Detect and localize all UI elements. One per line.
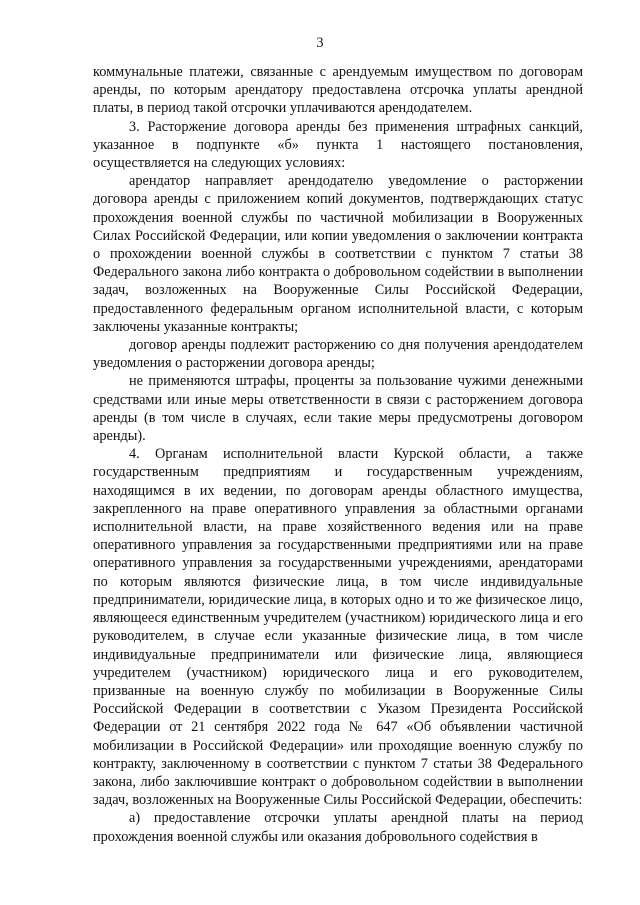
document-body [93, 63, 583, 846]
paragraph-clause-3: 3. Расторжение договора аренды без применения штрафных санкций, указанное в подпункте «б» пункта 1 настоящего постановления, осуществляется на следующих условиях: [93, 118, 583, 172]
paragraph-notice-condition: арендатор направляет арендодателю уведомление о расторжении договора аренды с приложением копий документов, подтверждающих статус прохождения военной службы по частичной мобилизации в Вооруженных Силах Российской Федерации, или копии уведомления о заключении контракта о прохождении военной службы в соответствии с пунктом 7 статьи 38 Федерального закона либо контракта о добровольном содействии в выполнении задач, возложенных на Вооруженные Силы Российской Федерации, предоставленного федеральным органом исполнительной власти, с которым заключены указанные контракты; [93, 173, 583, 335]
paragraph-continuation: коммунальные платежи, связанные с арендуемым имуществом по договорам аренды, по которым арендатору предоставлена отсрочка уплаты арендной платы, в период такой отсрочки уплачиваются арендодателем. [93, 64, 583, 117]
paragraph-subclause-a: а) предоставление отсрочки уплаты арендной платы на период прохождения военной службы или оказания добровольного содействия в [93, 810, 583, 845]
paragraph-penalties-condition: не применяются штрафы, проценты за пользование чужими денежными средствами или иные меры ответственности в связи с расторжением договора аренды (в том числе в случаях, если такие меры предусмотрены договором аренды). [93, 373, 583, 445]
paragraph-termination-condition: договор аренды подлежит расторжению со дня получения арендодателем уведомления о расторжении договора аренды; [93, 337, 583, 372]
paragraph-clause-4: 4. Органам исполнительной власти Курской области, а также государственным предприятиям и государственным учреждениям, находящимся в их ведении, по договорам аренды областного имущества, закрепленного на праве оперативного управления за областными органами исполнительной власти, на праве хозяйственного ведения или на праве оперативного управления за государственными предприятиями или на праве оперативного управления за государственными учреждениями, арендаторами по которым являются физические лица, в том числе индивидуальные предприниматели, юридические лица, в которых одно и то же физическое лицо, являющееся единственным учредителем (участником) юридического лица и его руководителем, в случае если указанные физические лица, в том числе индивидуальные предприниматели или физические лица, являющиеся учредителем (участником) юридического лица и его руководителем, призванные на военную службу по мобилизации в Вооруженные Силы Российской Федерации в соответствии с Указом Президента Российской Федерации от 21 сентября 2022 года № 647 «Об объявлении частичной мобилизации в Российской Федерации» или проходящие военную службу по контракту, заключенному в соответствии с пунктом 7 статьи 38 Федерального закона, либо заключившие контракт о добровольном содействии в выполнении задач, возложенных на Вооруженные Силы Российской Федерации, обеспечить: [93, 446, 583, 809]
page-number: 3 [316, 35, 324, 51]
